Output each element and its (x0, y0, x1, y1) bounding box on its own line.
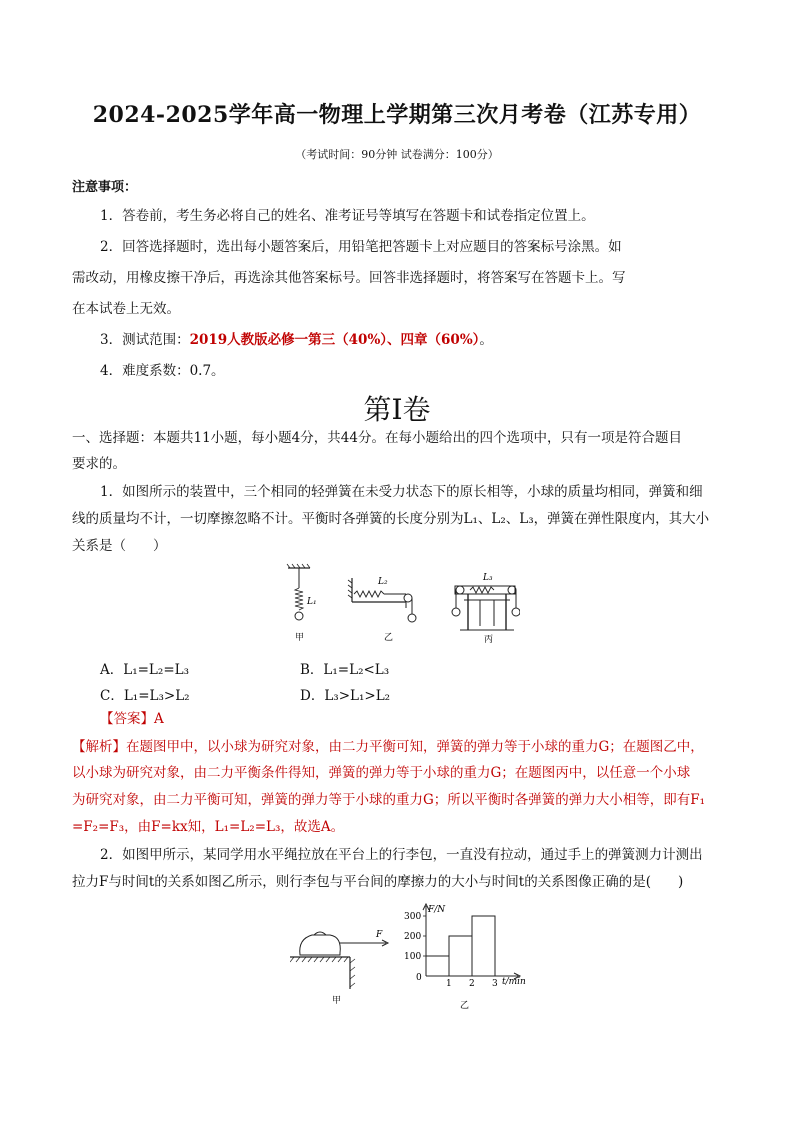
q1-answer: 【答案】A (100, 711, 164, 727)
label-l2: L₂ (378, 577, 388, 587)
q1-stem-2: 线的质量均不计，一切摩擦忽略不计。平衡时各弹簧的长度分别为L₁、L₂、L₃，弹簧在弹性限度内，其大小 (72, 511, 710, 527)
label-yi-2: 乙 (460, 1001, 470, 1011)
analysis-tag: 【解析】 (72, 739, 126, 755)
step-bar-1 (426, 956, 449, 976)
q1-stem: 1．如图所示的装置中，三个相同的轻弹簧在未受力状态下的原长相等，小球的质量均相同，弹簧和细 (100, 484, 703, 500)
step-bar-2 (449, 936, 472, 976)
notice-item-2-end: 在本试卷上无效。 (72, 301, 180, 317)
label-jia-2: 甲 (332, 996, 342, 1005)
x-tick-label: 2 (469, 979, 475, 989)
section-title: 第Ⅰ卷 (363, 393, 431, 426)
q1-analysis-4: =F₂=F₃，由F=kx知，L₁=L₂=L₃，故选A。 (72, 819, 345, 835)
label-bing: 丙 (484, 635, 494, 645)
q2-stem: 2．如图甲所示，某同学用水平绳拉放在平台上的行李包，一直没有拉动，通过手上的弹簧测力计测出 (100, 847, 703, 863)
x-tick-label: 1 (446, 979, 452, 989)
step-bar-3 (472, 916, 495, 976)
y-tick-label: 200 (404, 932, 422, 942)
page-title: 2024-2025学年高一物理上学期第三次月考卷（江苏专用） (92, 102, 702, 128)
exam-info: （考试时间：90分钟 试卷满分：100分） (295, 148, 499, 161)
x-axis-label: t/min (502, 977, 526, 987)
x-tick-label: 3 (492, 979, 498, 989)
label-yi: 乙 (384, 633, 394, 643)
figure-jia (287, 564, 317, 643)
notice-item-2-cont: 需改动，用橡皮擦干净后，再选涂其他答案标号。回答非选择题时，将答案写在答题卡上。写 (72, 270, 626, 286)
q1-analysis-2: 以小球为研究对象，由二力平衡条件得知，弹簧的弹力等于小球的重力G；在题图丙中，以任意一个小球 (72, 765, 691, 781)
label-jia: 甲 (295, 633, 305, 643)
origin-label: 0 (416, 973, 422, 983)
q1-option-c: C．L₁=L₃>L₂ (100, 688, 190, 704)
figure-yi (348, 577, 416, 643)
q1-analysis-3: 为研究对象，由二力平衡可知，弹簧的弹力等于小球的重力G；所以平衡时各弹簧的弹力大小相等，即有F₁ (72, 792, 706, 808)
q1-option-d: D．L₃>L₁>L₂ (300, 688, 391, 704)
notice-item-4: 4．难度系数：0.7。 (100, 363, 225, 379)
section-intro: 一、选择题：本题共11小题，每小题4分，共44分。在每小题给出的四个选项中，只有一项是符合题目 (72, 430, 682, 446)
y-tick-label: 100 (404, 952, 422, 962)
q1-figure (280, 560, 520, 650)
notice-heading: 注意事项： (72, 180, 138, 195)
notice-item-3: 3．测试范围：2019人教版必修一第三（40%）、四章（60%）。 (100, 332, 493, 348)
q2-figure-jia (290, 915, 400, 1005)
q1-stem-3: 关系是（ ） (72, 538, 167, 554)
y-tick-label: 300 (404, 912, 422, 922)
label-l1: L₁ (307, 597, 317, 607)
notice-item-2: 2．回答选择题时，选出每小题答案后，用铅笔把答题卡上对应题目的答案标号涂黑。如 (100, 239, 622, 255)
q2-stem-2: 拉力F与时间t的关系如图乙所示，则行李包与平台间的摩擦力的大小与时间t的关系图像正确的是( ) (72, 874, 684, 890)
q1-analysis: 【解析】在题图甲中，以小球为研究对象，由二力平衡可知，弹簧的弹力等于小球的重力G；在题图乙中， (72, 739, 704, 755)
notice-item-1: 1．答卷前，考生务必将自己的姓名、准考证号等填写在答题卡和试卷指定位置上。 (100, 208, 595, 224)
figure-bing (452, 573, 520, 645)
q1-option-b: B．L₁=L₂<L₃ (300, 662, 390, 678)
q1-option-a: A．L₁=L₂=L₃ (100, 662, 190, 678)
label-l3: L₃ (483, 573, 493, 583)
force-label: F (376, 930, 383, 940)
section-intro-cont: 要求的。 (72, 456, 126, 472)
test-range: 2019人教版必修一第三（40%）、四章（60%） (189, 332, 480, 348)
y-axis-label: F/N (428, 905, 446, 915)
f-t-chart (400, 900, 535, 1012)
